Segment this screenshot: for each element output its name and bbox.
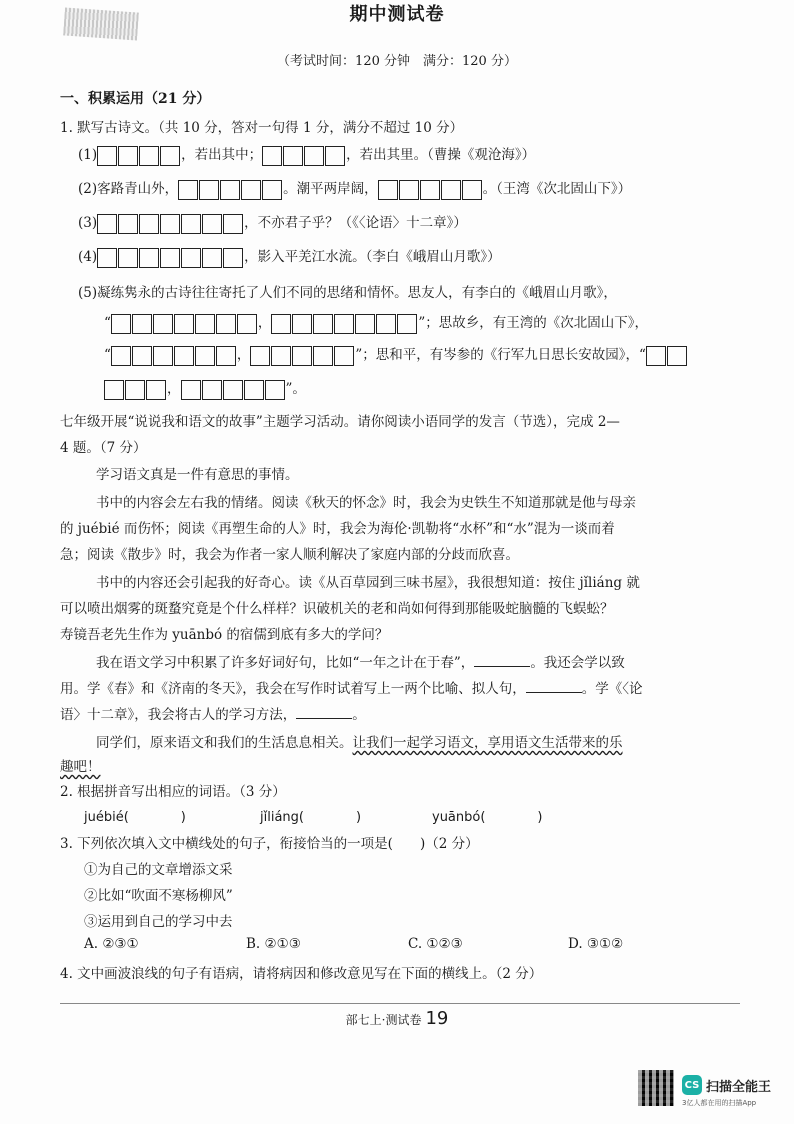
answer-boxes[interactable]	[111, 311, 258, 337]
choice-b[interactable]: B. ②①③	[246, 936, 301, 952]
question-1-item-5-line	[104, 376, 306, 403]
question-1-item-2	[78, 176, 631, 203]
wavy-underlined-sentence: 趣吧！	[60, 759, 101, 775]
passage-paragraph: 寿镜吾老先生作为 yuānbó 的宿儒到底有多大的学问？	[60, 627, 389, 643]
item-number: (3)	[78, 215, 98, 231]
passage-paragraph	[60, 754, 101, 780]
question-1-item-3	[78, 210, 467, 237]
answer-boxes[interactable]	[378, 177, 483, 203]
page-footer	[0, 1008, 794, 1029]
item-number: (4)	[78, 249, 98, 265]
question-1-item-5: (5)凝练隽永的古诗往往寄托了人们不同的思绪和情怀。思友人，有李白的《峨眉山月歌》，	[78, 285, 617, 301]
camscanner-logo-icon: CS	[682, 1075, 702, 1095]
question-3-stem: 3. 下列依次填入文中横线处的句子，衔接恰当的一项是( )（2 分）	[60, 836, 479, 852]
quote-mark: “	[104, 315, 111, 331]
passage-text: 。我还会学以致	[530, 655, 625, 671]
question-1-stem: 1. 默写古诗文。（共 10 分，答对一句得 1 分，满分不超过 10 分）	[60, 120, 464, 136]
question-1-item-5-line	[104, 310, 648, 337]
answer-boxes[interactable]	[97, 211, 244, 237]
item-text: ，不亦君子乎？（《〈论语〉十二章》）	[244, 215, 467, 231]
item-text: ”；思故乡，有王湾的《次北固山下》，	[418, 315, 649, 331]
passage-paragraph: 书中的内容还会引起我的好奇心。读《从百草园到三味书屋》，我很想知道：按住 jǐliáng 就	[96, 575, 640, 591]
passage-text: 语〉十二章》，我会将古人的学习方法，	[60, 707, 297, 723]
option-sentence: ②比如“吹面不寒杨柳风”	[84, 888, 233, 904]
answer-boxes[interactable]	[111, 343, 237, 369]
item-text: 。（王湾《次北固山下》）	[482, 181, 632, 197]
passage-paragraph: 书中的内容会左右我的情绪。阅读《秋天的怀念》时，我会为史铁生不知道那就是他与母亲	[96, 495, 636, 511]
section-heading: 一、积累运用（21 分）	[60, 91, 211, 107]
option-sentence: ①为自己的文章增添文采	[84, 862, 233, 878]
passage-paragraph: 的 juébié 而伤怀；阅读《再塑生命的人》时，我会为海伦·凯勒将“水杯”和“水”混为一谈而着	[60, 521, 615, 537]
page-number: 19	[425, 1008, 449, 1029]
passage-paragraph	[60, 676, 643, 702]
answer-boxes[interactable]	[97, 245, 244, 271]
passage-text: 同学们，原来语文和我们的生活息息相关。	[96, 735, 353, 751]
passage-paragraph	[96, 650, 625, 676]
question-1-item-4	[78, 244, 501, 271]
pinyin-blank[interactable]: yuānbó( )	[432, 810, 543, 825]
passage-paragraph	[60, 702, 366, 728]
reading-intro: 4 题。（7 分）	[60, 440, 147, 456]
blank-line[interactable]	[296, 704, 352, 719]
answer-boxes[interactable]	[181, 377, 286, 403]
answer-boxes[interactable]	[250, 343, 355, 369]
item-text: ，	[236, 347, 251, 363]
answer-boxes[interactable]	[262, 143, 346, 169]
passage-text: 。	[352, 707, 366, 723]
item-number: (1)	[78, 147, 98, 163]
question-1-item-5-line	[104, 342, 688, 369]
reading-intro: 七年级开展“说说我和语文的故事”主题学习活动。请你阅读小语同学的发言（节选），完成 2—	[60, 414, 620, 430]
answer-boxes[interactable]	[271, 311, 418, 337]
qr-code-icon	[638, 1070, 674, 1106]
passage-text: 。学《〈论	[581, 681, 643, 697]
passage-paragraph	[96, 730, 623, 756]
passage-text: 用。学《春》和《济南的冬天》，我会在写作时试着写上一两个比喻、拟人句，	[60, 681, 526, 697]
item-text: ，	[167, 381, 181, 397]
item-text: ”；思和平，有岑参的《行军九日思长安故园》，“	[355, 347, 646, 363]
item-text: ，若出其中；	[181, 147, 263, 163]
pinyin-blank[interactable]: jǐliáng( )	[260, 810, 362, 825]
question-4-stem: 4. 文中画波浪线的句子有语病，请将病因和修改意见写在下面的横线上。（2 分）	[60, 966, 543, 982]
passage-paragraph: 可以喷出烟雾的斑蝥究竟是个什么样样？识破机关的老和尚如何得到那能吸蛇脑髓的飞蜈蚣？	[60, 601, 614, 617]
item-text: 。潮平两岸阔，	[283, 181, 378, 197]
item-text: ，影入平羌江水流。（李白《峨眉山月歌》）	[244, 249, 501, 265]
quote-mark: “	[104, 347, 111, 363]
item-text: ”。	[285, 381, 306, 397]
choice-d[interactable]: D. ③①②	[568, 936, 624, 952]
wavy-underlined-sentence: 让我们一起学习语文，享用语文生活带来的乐	[352, 735, 623, 751]
answer-boxes[interactable]	[104, 377, 167, 403]
choice-a[interactable]: A. ②③①	[84, 936, 139, 952]
footer-divider	[60, 1003, 740, 1004]
item-text: ，若出其里。（曹操《观沧海》）	[346, 147, 536, 163]
passage-paragraph: 急；阅读《散步》时，我会为作者一家人顺利解决了家庭内部的分歧而欣喜。	[60, 547, 519, 563]
pinyin-blank[interactable]: juébié( )	[84, 810, 186, 825]
answer-boxes[interactable]	[97, 143, 181, 169]
question-2-stem: 2. 根据拼音写出相应的词语。（3 分）	[60, 784, 286, 800]
choice-c[interactable]: C. ①②③	[408, 936, 463, 952]
scanner-app-name: 扫描全能王	[706, 1080, 772, 1095]
answer-boxes[interactable]	[178, 177, 283, 203]
passage-text: 我在语文学习中积累了许多好词好句，比如“一年之计在于春”，	[96, 655, 475, 671]
blank-line[interactable]	[526, 678, 582, 693]
answer-boxes[interactable]	[646, 343, 688, 369]
page-title: 期中测试卷	[349, 4, 445, 25]
passage-paragraph: 学习语文真是一件有意思的事情。	[96, 467, 299, 483]
scanner-app-tagline: 3亿人都在用的扫描App	[682, 1099, 757, 1107]
footer-label: 部七上·测试卷	[345, 1013, 422, 1027]
blank-line[interactable]	[474, 652, 530, 667]
item-text: (2)客路青山外，	[78, 181, 179, 197]
option-sentence: ③运用到自己的学习中去	[84, 914, 233, 930]
item-text: ，	[257, 315, 272, 331]
exam-info: （考试时间：120 分钟 满分：120 分）	[277, 54, 517, 69]
question-1-item-1	[78, 142, 535, 169]
